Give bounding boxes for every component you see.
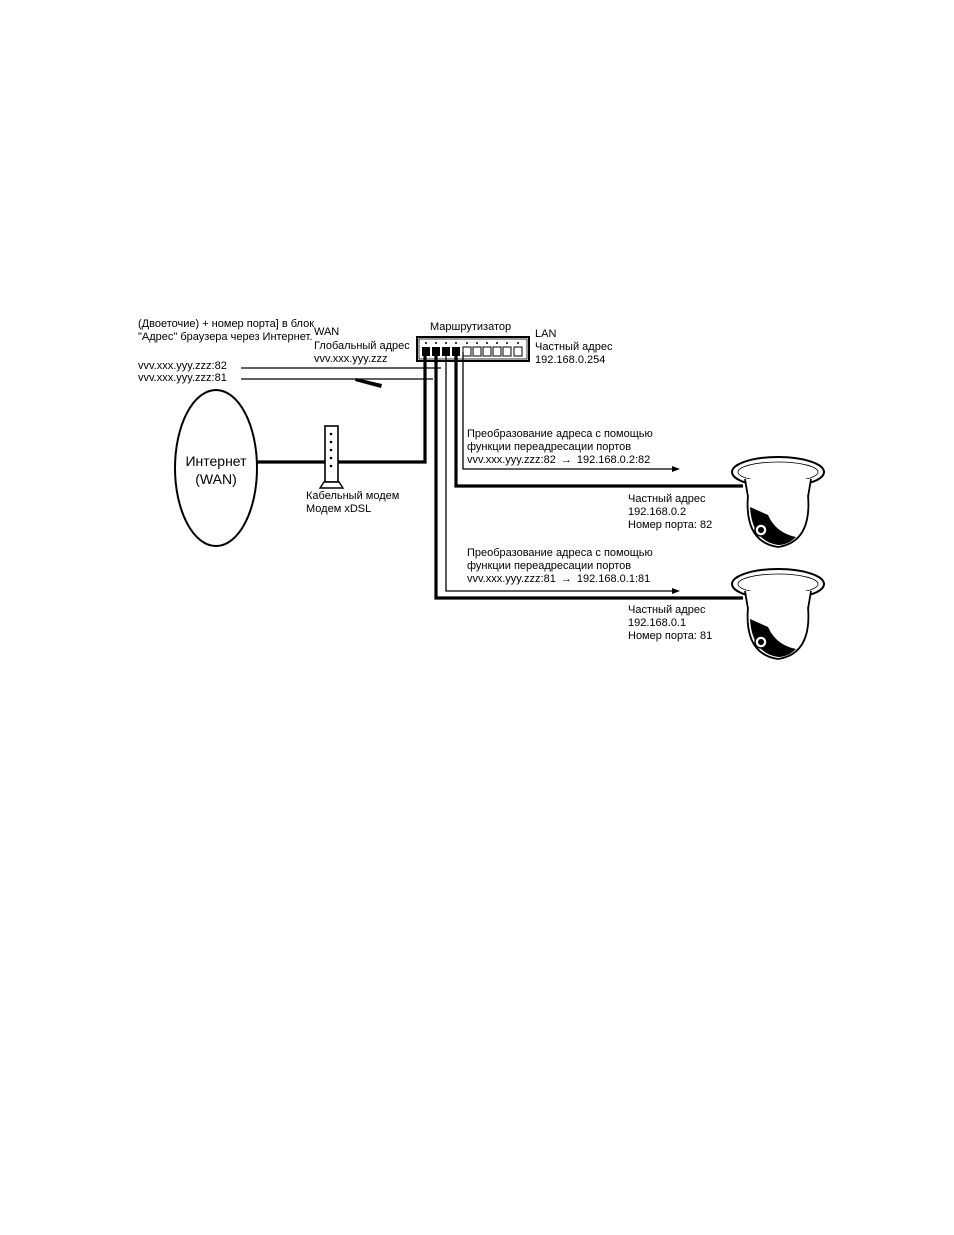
internet-wan-label: (WAN) [195, 471, 237, 487]
camera-1-address: 192.168.0.2 [628, 506, 687, 518]
forward-81-arrow: → [560, 573, 572, 585]
forward-82-mapping [467, 454, 650, 466]
router-icon [417, 337, 529, 361]
lan-address-label: Частный адрес [535, 341, 613, 353]
modem-label-xdsl: Модем xDSL [306, 503, 372, 515]
forward-81-from: vvv.xxx.yyy.zzz:81 [467, 573, 556, 585]
camera-2-icon [732, 569, 824, 659]
forward-82-from: vvv.xxx.yyy.zzz:82 [467, 454, 556, 466]
lan-title: LAN [535, 328, 557, 340]
forward-82-line-2: функции переадресации портов [467, 441, 632, 453]
modem-icon [320, 426, 343, 488]
wan-title: WAN [314, 326, 340, 338]
camera-1-icon [732, 457, 824, 547]
forward-82-to: 192.168.0.2:82 [576, 454, 651, 466]
camera-1-address-label: Частный адрес [628, 493, 706, 505]
browser-url-81: vvv.xxx.yyy.zzz:81 [138, 372, 227, 384]
modem-label-cable: Кабельный модем [306, 490, 400, 502]
instruction-line-2: "Адрес" браузера через Интернет. [138, 331, 313, 343]
forward-81-mapping [467, 573, 650, 585]
forward-82-line-1: Преобразование адреса с помощью [467, 428, 653, 440]
forward-arrowhead-82 [672, 466, 680, 472]
forward-81-line-1: Преобразование адреса с помощью [467, 547, 653, 559]
forward-arrowhead-81 [672, 588, 680, 594]
camera-2-port: Номер порта: 81 [628, 630, 713, 642]
instruction-line-1: (Двоеточие) + номер порта] в блок [138, 318, 315, 330]
camera-1-port: Номер порта: 82 [628, 519, 713, 531]
forward-81-to: 192.168.0.1:81 [576, 573, 651, 585]
forward-81-line-2: функции переадресации портов [467, 560, 632, 572]
wan-address-label: Глобальный адрес [314, 340, 410, 352]
internet-label: Интернет [185, 453, 247, 469]
wan-address: vvv.xxx.yyy.zzz [314, 353, 388, 365]
camera-2-address: 192.168.0.1 [628, 617, 687, 629]
browser-url-82: vvv.xxx.yyy.zzz:82 [138, 360, 227, 372]
camera-2-address-label: Частный адрес [628, 604, 706, 616]
router-label: Маршрутизатор [430, 321, 512, 333]
forward-82-arrow: → [560, 454, 572, 466]
lan-address: 192.168.0.254 [535, 354, 606, 366]
